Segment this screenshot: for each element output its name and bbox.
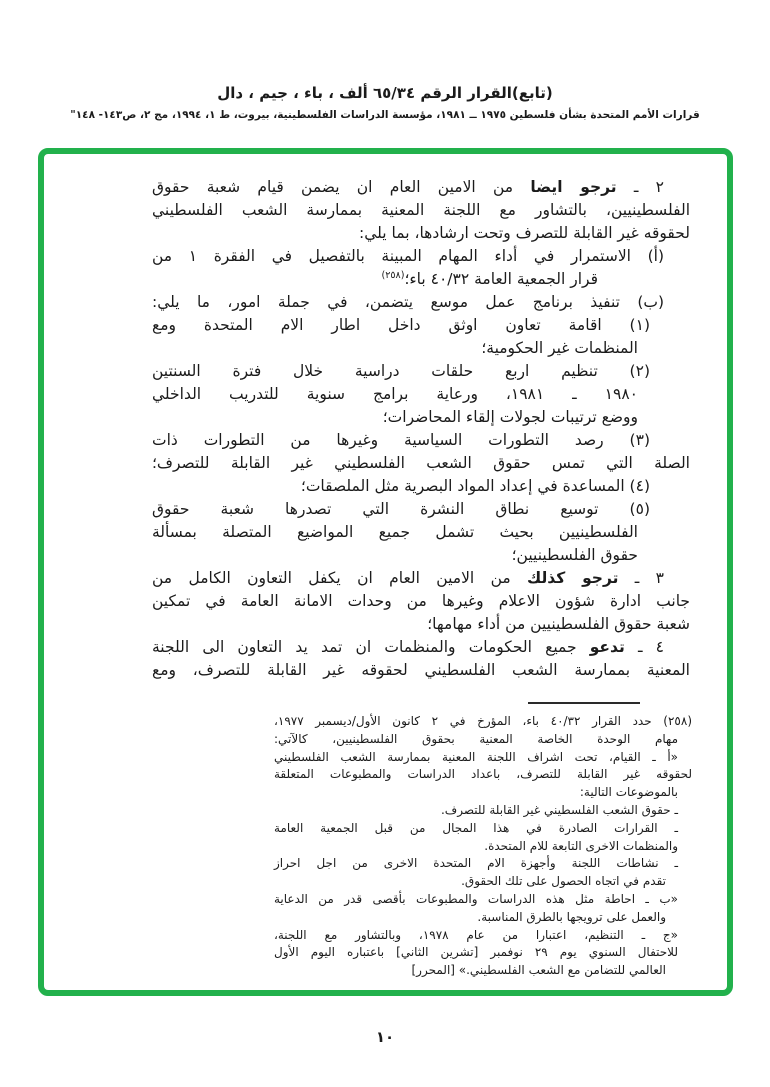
text-line: المعنية بممارسة الشعب الفلسطيني لحقوقه غير القابلة للتصرف، ومع xyxy=(152,661,690,679)
resolution-title: (تابع)القرار الرقم ٦٥/٣٤ ألف ، باء ، جيم ، دال xyxy=(217,84,553,102)
text-line: ٢ ـ ترجو ايضا من الامين العام ان يضمن قيام شعبة حقوق xyxy=(152,178,664,196)
page-header xyxy=(0,84,770,121)
footnote-separator xyxy=(528,702,640,704)
text-line: «ب ـ احاطة مثل هذه الدراسات والمطبوعات بأقصى قدر من الدعاية xyxy=(274,891,678,906)
page-number: ١٠ xyxy=(375,1028,395,1046)
text-line: تقدم في اتجاه الحصول على تلك الحقوق. xyxy=(461,874,666,889)
text-line: لحقوقه غير القابلة للتصرف وتحت ارشادها، بما يلي: xyxy=(359,224,690,242)
text-line: (٣) رصد التطورات السياسية وغيرها من التطورات ذات xyxy=(152,431,650,449)
footnote-block xyxy=(274,702,692,980)
text-line: ٣ ـ ترجو كذلك من الامين العام ان يكفل التعاون الكامل من xyxy=(152,569,664,587)
text-line: بالموضوعات التالية: xyxy=(579,785,678,800)
text-line: (٢٥٨) حدد القرار ٤٠/٣٢ باء، المؤرخ في ٢ كانون الأول/ديسمبر ١٩٧٧، xyxy=(274,714,692,728)
text-line: ـ القرارات الصادرة في هذا المجال من قبل الجمعية العامة xyxy=(274,820,678,835)
text-line: الصلة التي تمس حقوق الشعب الفلسطيني غير القابلة للتصرف؛ xyxy=(152,454,690,472)
text-line: للاحتفال السنوي يوم ٢٩ نوفمبر [تشرين الثاني] باعتباره اليوم الأول xyxy=(274,945,678,960)
text-line: (ب) تنفيذ برنامج عمل موسع يتضمن، في جملة امور، ما يلي: xyxy=(152,293,664,311)
source-citation: قرارات الأمم المتحدة بشأن فلسطين ١٩٧٥ ــ ١٩٨١، مؤسسة الدراسات الفلسطينية، بيروت، ط ١، ١٩٩٤، مج ٢، ص١٤٣- ١٤٨" xyxy=(70,109,700,121)
text-line: ووضع ترتيبات لجولات إلقاء المحاضرات؛ xyxy=(382,408,638,426)
text-line: «ج ـ التنظيم، اعتبارا من عام ١٩٧٨، وبالتشاور مع اللجنة، xyxy=(274,927,678,942)
text-line: (٥) توسيع نطاق النشرة التي تصدرها شعبة حقوق xyxy=(152,500,650,518)
text-line: (١) اقامة تعاون اوثق داخل اطار الام المتحدة ومع xyxy=(152,316,650,334)
text-line: العالمي للتضامن مع الشعب الفلسطيني.» [المحرر] xyxy=(411,963,666,978)
text-line: قرار الجمعية العامة ٤٠/٣٢ باء؛$^{(٢٥٨)}$ xyxy=(381,269,598,288)
text-line: حقوق الفلسطينيين؛ xyxy=(511,546,638,564)
text-line: والعمل على ترويجها بالطرق المناسبة. xyxy=(477,909,666,924)
text-line: شعبة حقوق الفلسطينيين من أداء مهامها؛ xyxy=(427,615,690,633)
text-line: «أ ـ القيام، تحت اشراف اللجنة المعنية بممارسة الشعب الفلسطيني xyxy=(274,749,678,764)
text-line: الفلسطينيين، بالتشاور مع اللجنة المعنية بممارسة الشعب الفلسطيني xyxy=(152,201,690,219)
text-line: ٤ ـ تدعو جميع الحكومات والمنظمات ان تمد يد التعاون الى اللجنة xyxy=(152,638,664,656)
text-line: ١٩٨٠ ـ ١٩٨١، ورعاية برامج سنوية للتدريب الداخلي xyxy=(152,385,638,403)
resolution-body-text xyxy=(152,176,690,682)
text-line: جانب ادارة شؤون الاعلام وغيرها من وحدات الامانة العامة في تمكين xyxy=(152,592,690,610)
text-line: لحقوقه غير القابلة للتصرف، باعداد الدراسات والمطبوعات المتعلقة xyxy=(274,767,692,782)
footnote-text xyxy=(274,713,692,980)
text-line: (أ) الاستمرار في أداء المهام المبينة بالتفصيل في الفقرة ١ من xyxy=(152,247,665,265)
text-line: والمنظمات الاخرى التابعة للام المتحدة. xyxy=(484,838,678,853)
text-line: المنظمات غير الحكومية؛ xyxy=(481,339,638,357)
text-line: (٢) تنظيم اربع حلقات دراسية خلال فترة السنتين xyxy=(152,362,650,380)
text-line: ـ نشاطات اللجنة وأجهزة الام المتحدة الاخرى من اجل احراز xyxy=(274,856,678,871)
text-line: (٤) المساعدة في إعداد المواد البصرية مثل الملصقات؛ xyxy=(300,477,650,495)
text-line: ـ حقوق الشعب الفلسطيني غير القابلة للتصرف. xyxy=(440,802,678,817)
text-line: الفلسطينيين بحيث تشمل جميع المواضيع المتصلة بمسألة xyxy=(152,523,638,541)
text-line: مهام الوحدة الخاصة المعنية بحقوق الفلسطينيين، كالآتي: xyxy=(274,731,678,746)
